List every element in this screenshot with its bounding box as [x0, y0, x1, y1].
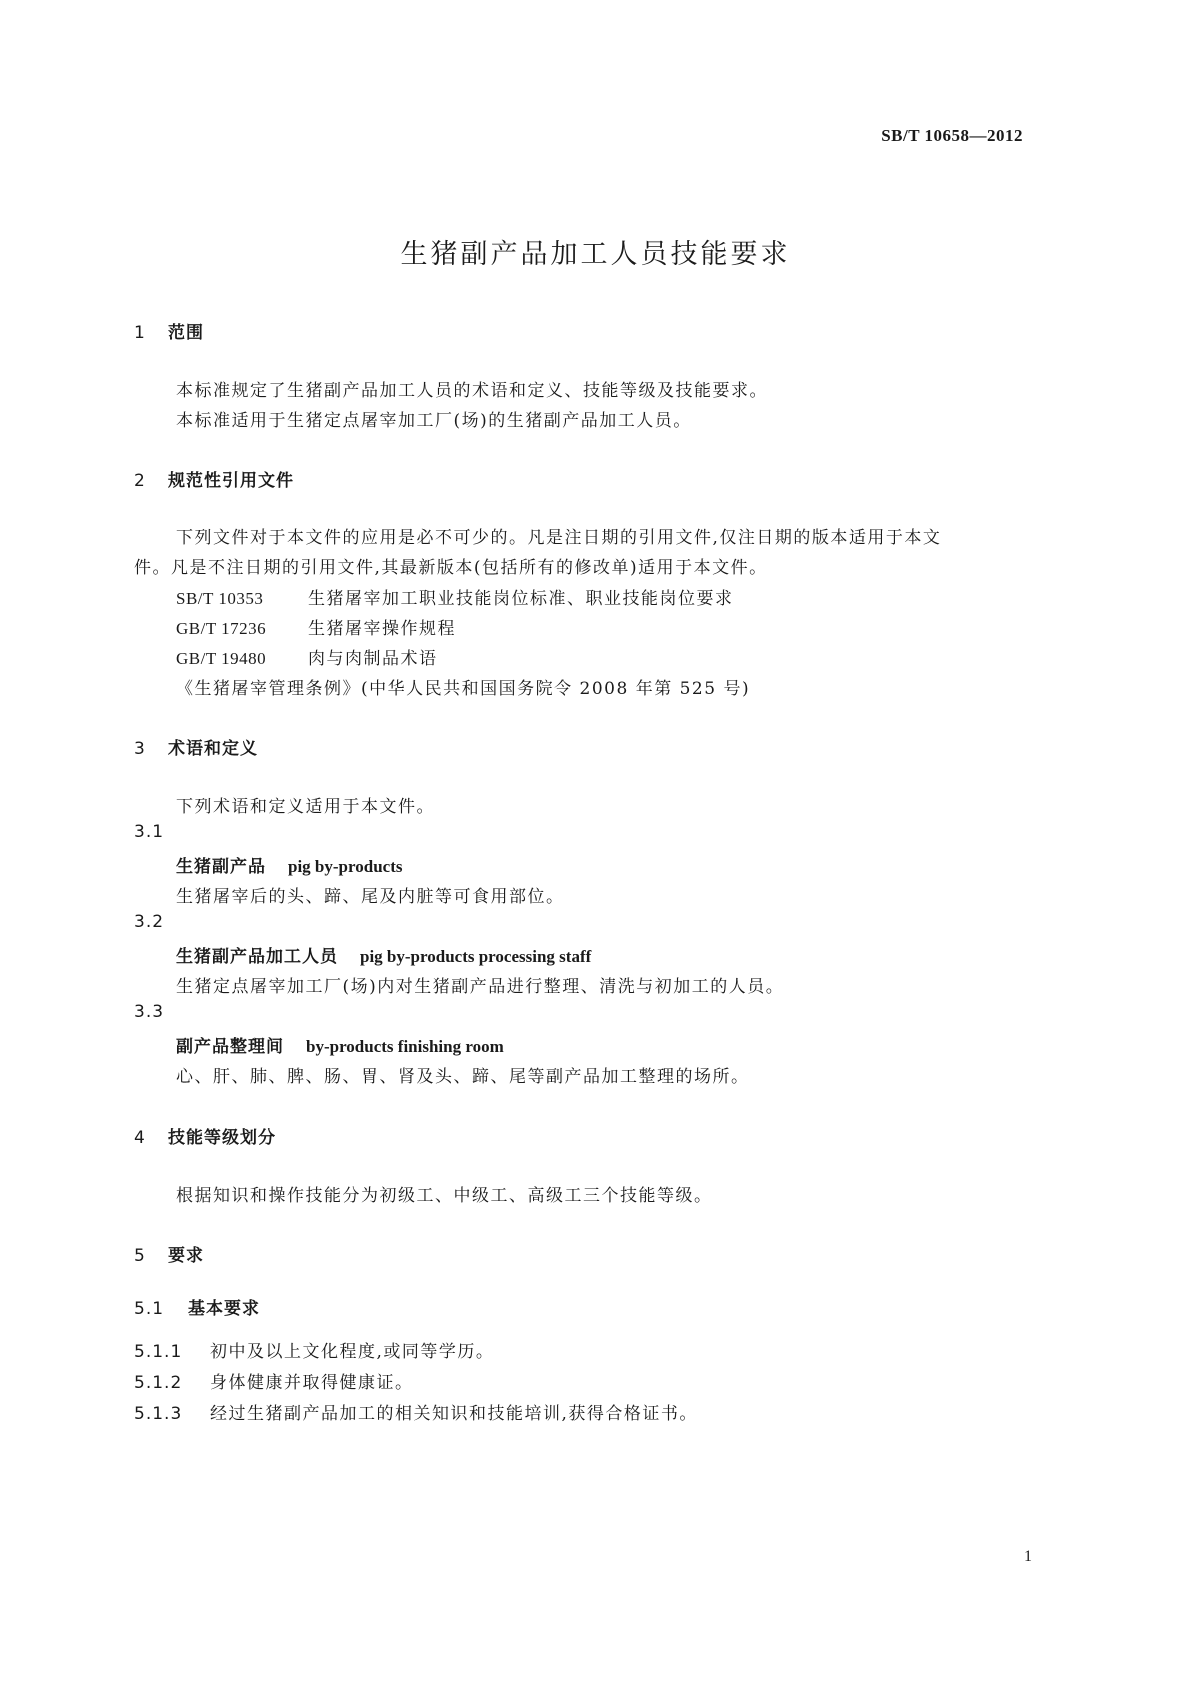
- term-en: pig by-products: [288, 857, 403, 876]
- term-zh: 生猪副产品: [176, 857, 266, 877]
- paragraph: 本标准规定了生猪副产品加工人员的术语和定义、技能等级及技能要求。: [176, 381, 768, 401]
- requirement-item: [134, 1399, 698, 1424]
- subsection-number: 5.1: [134, 1299, 165, 1319]
- term-number: 3.1: [134, 822, 165, 842]
- paragraph: 根据知识和操作技能分为初级工、中级工、高级工三个技能等级。: [176, 1186, 713, 1206]
- term-en: by-products finishing room: [306, 1037, 504, 1056]
- paragraph: 下列文件对于本文件的应用是必不可少的。凡是注日期的引用文件,仅注日期的版本适用于本文: [176, 528, 942, 548]
- item-text: 身体健康并取得健康证。: [210, 1373, 414, 1393]
- section-title: 范围: [168, 323, 204, 343]
- section-1-heading: [134, 318, 204, 343]
- section-2-heading: [134, 466, 294, 491]
- page-title: 生猪副产品加工人员技能要求: [400, 239, 791, 270]
- section-number: 1: [134, 323, 146, 343]
- term-definition: 生猪定点屠宰加工厂(场)内对生猪副产品进行整理、清洗与初加工的人员。: [176, 977, 785, 997]
- subsection-title: 基本要求: [188, 1299, 260, 1319]
- section-3-heading: [134, 734, 258, 759]
- term-definition: 生猪屠宰后的头、蹄、尾及内脏等可食用部位。: [176, 887, 565, 907]
- paragraph: 本标准适用于生猪定点屠宰加工厂(场)的生猪副产品加工人员。: [176, 411, 692, 431]
- term-heading: [176, 852, 402, 877]
- reference-title: 生猪屠宰操作规程: [308, 619, 456, 639]
- reference-item: [176, 614, 456, 639]
- paragraph: 下列术语和定义适用于本文件。: [176, 797, 435, 817]
- reference-code: SB/T 10353: [176, 589, 264, 608]
- term-heading: [176, 942, 591, 967]
- reference-code: GB/T 19480: [176, 649, 267, 668]
- reference-code: GB/T 17236: [176, 619, 267, 638]
- reference-title: 生猪屠宰加工职业技能岗位标准、职业技能岗位要求: [308, 589, 734, 609]
- section-5-heading: [134, 1241, 204, 1266]
- subsection-heading: [134, 1294, 260, 1319]
- paragraph-continuation: 件。凡是不注日期的引用文件,其最新版本(包括所有的修改单)适用于本文件。: [134, 558, 768, 578]
- section-title: 技能等级划分: [168, 1128, 276, 1148]
- item-number: 5.1.2: [134, 1373, 183, 1393]
- requirement-item: [134, 1337, 494, 1362]
- section-4-heading: [134, 1123, 276, 1148]
- regulation-reference: 《生猪屠宰管理条例》(中华人民共和国国务院令 2008 年第 525 号): [176, 679, 751, 699]
- item-number: 5.1.1: [134, 1342, 183, 1362]
- page-number: 1: [1024, 1548, 1032, 1565]
- requirement-item: [134, 1368, 414, 1393]
- term-number: 3.3: [134, 1002, 165, 1022]
- term-en: pig by-products processing staff: [360, 947, 592, 966]
- item-number: 5.1.3: [134, 1404, 183, 1424]
- section-title: 要求: [168, 1246, 204, 1266]
- item-text: 初中及以上文化程度,或同等学历。: [210, 1342, 495, 1362]
- section-number: 4: [134, 1128, 146, 1148]
- section-number: 3: [134, 739, 146, 759]
- term-definition: 心、肝、肺、脾、肠、胃、肾及头、蹄、尾等副产品加工整理的场所。: [176, 1067, 750, 1087]
- reference-item: [176, 584, 734, 609]
- section-title: 规范性引用文件: [168, 471, 294, 491]
- section-number: 2: [134, 471, 146, 491]
- term-heading: [176, 1032, 504, 1057]
- reference-item: [176, 644, 438, 669]
- item-text: 经过生猪副产品加工的相关知识和技能培训,获得合格证书。: [210, 1404, 698, 1424]
- term-number: 3.2: [134, 912, 165, 932]
- term-zh: 生猪副产品加工人员: [176, 947, 338, 967]
- reference-title: 肉与肉制品术语: [308, 649, 438, 669]
- section-number: 5: [134, 1246, 146, 1266]
- section-title: 术语和定义: [168, 739, 258, 759]
- standard-code: SB/T 10658—2012: [881, 126, 1023, 145]
- term-zh: 副产品整理间: [176, 1037, 284, 1057]
